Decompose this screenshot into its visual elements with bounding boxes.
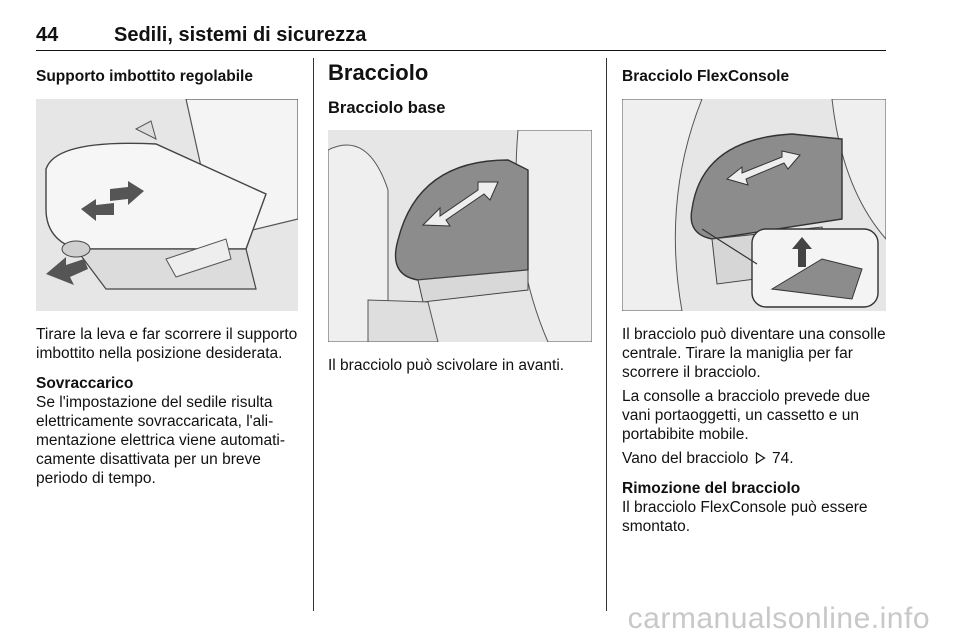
column-middle — [328, 58, 594, 375]
section-heading: Bracciolo FlexConsole — [622, 68, 790, 85]
reference-text: Vano del bracciolo — [622, 450, 749, 467]
armrest-illustration — [328, 130, 592, 342]
paragraph: Il bracciolo può scivolare in avanti. — [328, 357, 565, 374]
paragraph: Tirare la leva e far scorrere il supporto imbottito nella posizione desiderata. — [36, 326, 298, 362]
sub-heading: Rimozione del bracciolo — [622, 480, 801, 497]
page-header — [36, 22, 886, 51]
reference-page: 74. — [772, 450, 794, 467]
column-left — [36, 58, 300, 488]
column-divider — [606, 58, 607, 611]
flexconsole-illustration — [622, 99, 886, 311]
sub-heading: Sovraccarico — [36, 375, 134, 392]
column-divider — [313, 58, 314, 611]
page-reference-arrow-icon — [755, 452, 766, 464]
paragraph: La consolle a bracciolo prevede due vani portaoggetti, un cassetto e un portabibite mobile. — [622, 388, 871, 443]
paragraph: Il bracciolo può diventare una consolle centrale. Tirare la maniglia per far scorrere il bracciolo. — [622, 326, 886, 381]
sub-heading: Bracciolo base — [328, 99, 446, 117]
watermark-logo: carmanualsonline.info — [627, 602, 930, 635]
paragraph: Il bracciolo FlexConsole può essere smontato. — [622, 499, 868, 535]
seat-cushion-illustration — [36, 99, 298, 311]
column-right — [622, 58, 888, 536]
section-heading: Supporto imbottito regolabile — [36, 68, 253, 85]
page-title: Sedili, sistemi di sicurezza — [114, 24, 367, 46]
cross-reference — [622, 449, 888, 468]
section-heading: Bracciolo — [328, 60, 429, 85]
page-number: 44 — [36, 24, 59, 46]
paragraph: Se l'impostazione del sedile risulta elettricamente sovraccaricata, l'ali-mentazione elettrica viene automati-camente disattivata per un breve periodo di tempo. — [36, 394, 285, 487]
